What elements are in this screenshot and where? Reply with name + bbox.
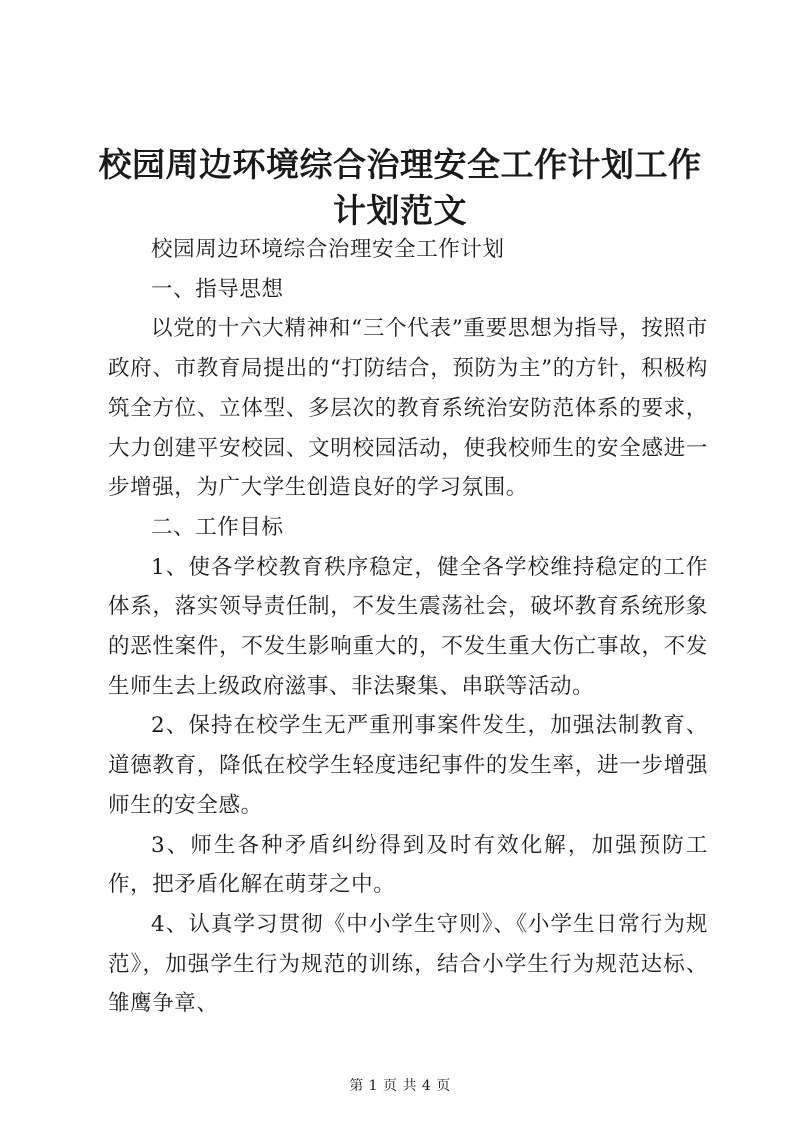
document-title: 校园周边环境综合治理安全工作计划工作计划范文 [98,145,702,230]
paragraph-goal-3: 3、师生各种矛盾纠纷得到及时有效化解，加强预防工作，把矛盾化解在萌芽之中。 [108,832,708,898]
paragraph-guiding-ideology: 以党的十六大精神和“三个代表”重要思想为指导，按照市政府、市教育局提出的“打防结合，预防为主”的方针，积极构筑全方位、立体型、多层次的教育系统治安防范体系的要求，大力创建平安校园、文明校园活动，使我校师生的安全感进一步增强，为广大学生创造良好的学习氛围。 [108,316,708,501]
section-heading-guiding-ideology: 一、指导思想 [151,276,284,302]
paragraph-goal-2: 2、保持在校学生无严重刑事案件发生，加强法制教育、道德教育，降低在校学生轻度违纪事件的发生率，进一步增强师生的安全感。 [108,713,708,818]
paragraph-goal-4: 4、认真学习贯彻《中小学生守则》、《小学生日常行为规范》，加强学生行为规范的训练，结合小学生行为规范达标、雏鹰争章、 [108,911,708,1017]
document-body [108,230,708,1024]
subtitle-paragraph: 校园周边环境综合治理安全工作计划 [151,237,505,262]
section-heading-work-goals: 二、工作目标 [151,514,284,540]
page-footer: 第 1 页 共 4 页 [349,1078,451,1094]
paragraph-goal-1: 1、使各学校教育秩序稳定，健全各学校维持稳定的工作体系，落实领导责任制，不发生震荡社会，破坏教育系统形象的恶性案件，不发生影响重大的，不发生重大伤亡事故，不发生师生去上级政府滋事、非法聚集、串联等活动。 [108,554,708,699]
